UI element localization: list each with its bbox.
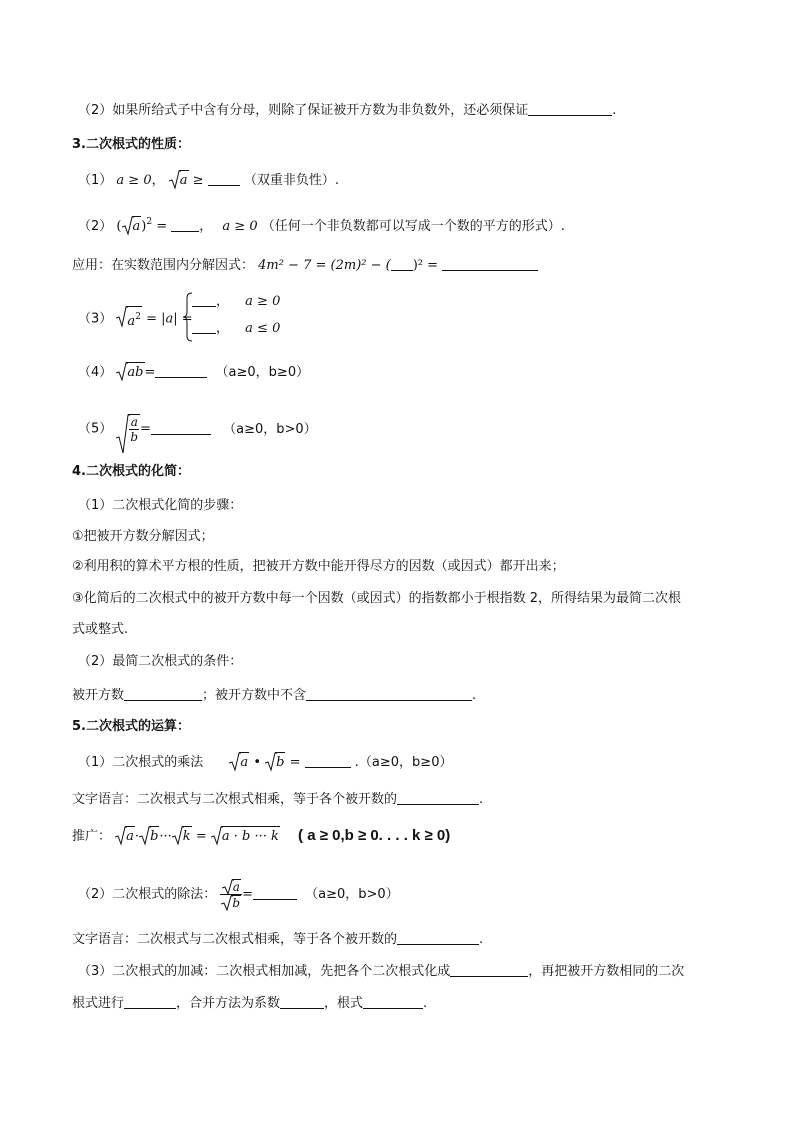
- simplest-condition-heading: （2）最简二次根式的条件：: [78, 654, 243, 669]
- answer-blank[interactable]: [442, 257, 538, 271]
- section-heading-3: 3.二次根式的性质：: [72, 137, 190, 152]
- answer-blank[interactable]: [124, 687, 202, 701]
- answer-blank[interactable]: [363, 995, 423, 1009]
- addition-line: （3）二次根式的加减：二次根式相加减，先把各个二次根式化成 ，再把被开方数相同的二次: [78, 964, 685, 979]
- answer-blank[interactable]: [192, 320, 216, 334]
- property-4: （4） ab= （a≥0，b≥0）: [78, 362, 309, 383]
- sqrt-a-squared: $a^2$: [116, 306, 142, 332]
- answer-blank[interactable]: [280, 995, 324, 1009]
- condition-line: （2）如果所给式子中含有分母，则除了保证被开方数为非负数外，还必须保证 .: [78, 103, 617, 118]
- answer-blank[interactable]: [305, 754, 351, 768]
- property-5: （5） $\frac{a}{b}$ = （a≥0，b>0）: [78, 414, 317, 444]
- answer-blank[interactable]: [124, 995, 176, 1009]
- property-2: （2） ( a)$^2$ = ， a ≥ 0 （任何一个非负数都可以写成一个数的平方的形式）.: [78, 212, 565, 237]
- application-line: 应用：在实数范围内分解因式： 4m² − 7 = (2m)² − ( )² =: [72, 256, 538, 276]
- answer-blank[interactable]: [528, 102, 612, 116]
- division-text: 文字语言：二次根式与二次根式相乘，等于各个被开数的 .: [72, 932, 484, 947]
- sqrt-b: b: [265, 752, 285, 773]
- answer-blank[interactable]: [208, 172, 240, 186]
- simplify-step-2: ②利用积的算术平方根的性质，把被开方数中能开得尽方的因数（或因式）都开出来；: [72, 559, 565, 574]
- division-line: （2）二次根式的除法： $\frac{a}{b}$ = （a≥0，b>0）: [78, 880, 399, 910]
- answer-blank[interactable]: [155, 364, 207, 378]
- sqrt-ab: ab: [116, 362, 144, 383]
- property-1: （1） a ≥ 0， a ≥ （双重非负性）.: [78, 170, 339, 191]
- answer-blank[interactable]: [192, 293, 216, 307]
- multiplication-text: 文字语言：二次根式与二次根式相乘，等于各个被开数的 .: [72, 792, 484, 807]
- simplest-condition-line: 被开方数 ；被开方数中不含 .: [72, 688, 477, 703]
- simplify-step-3-cont: 式或整式.: [72, 622, 129, 637]
- answer-blank[interactable]: [391, 257, 413, 271]
- multiplication-line: （1）二次根式的乘法 a • b = .（a≥0，b≥0）: [78, 752, 452, 773]
- addition-line-cont: 根式进行 ，合并方法为系数 ，根式 .: [72, 996, 428, 1011]
- sqrt-a-over-sqrt-b: $\frac{a}{b}$: [220, 879, 242, 910]
- case-row-1: ， a ≥ 0: [192, 293, 280, 311]
- case-row-2: ， a ≤ 0: [192, 320, 280, 338]
- answer-blank[interactable]: [397, 791, 479, 805]
- simplify-step-3: ③化简后的二次根式中的被开方数中每一个因数（或因式）的指数都小于根指数 2，所得结果为最简二次根: [72, 591, 682, 606]
- answer-blank[interactable]: [171, 218, 199, 232]
- generalization-line: 推广： a· b··· k = a · b ··· k ( a ≥ 0,b ≥ 0. . . . k ≥ 0): [72, 826, 450, 847]
- answer-blank[interactable]: [253, 886, 297, 900]
- answer-blank[interactable]: [450, 963, 528, 977]
- simplify-step-1: ①把被开方数分解因式；: [72, 529, 214, 544]
- sqrt-a: a: [169, 170, 189, 191]
- section-heading-4: 4.二次根式的化简：: [72, 464, 190, 479]
- answer-blank[interactable]: [306, 687, 472, 701]
- simplify-step-heading: （1）二次根式化简的步骤：: [78, 498, 243, 513]
- property-3: （3） $a^2 = |a|$ =: [78, 306, 193, 332]
- sqrt-a: a: [229, 752, 249, 773]
- section-heading-5: 5.二次根式的运算：: [72, 719, 190, 734]
- sqrt-a: a: [122, 216, 142, 237]
- sqrt-fraction: $\frac{a}{b}$: [116, 414, 140, 444]
- answer-blank[interactable]: [397, 931, 479, 945]
- answer-blank[interactable]: [151, 421, 211, 435]
